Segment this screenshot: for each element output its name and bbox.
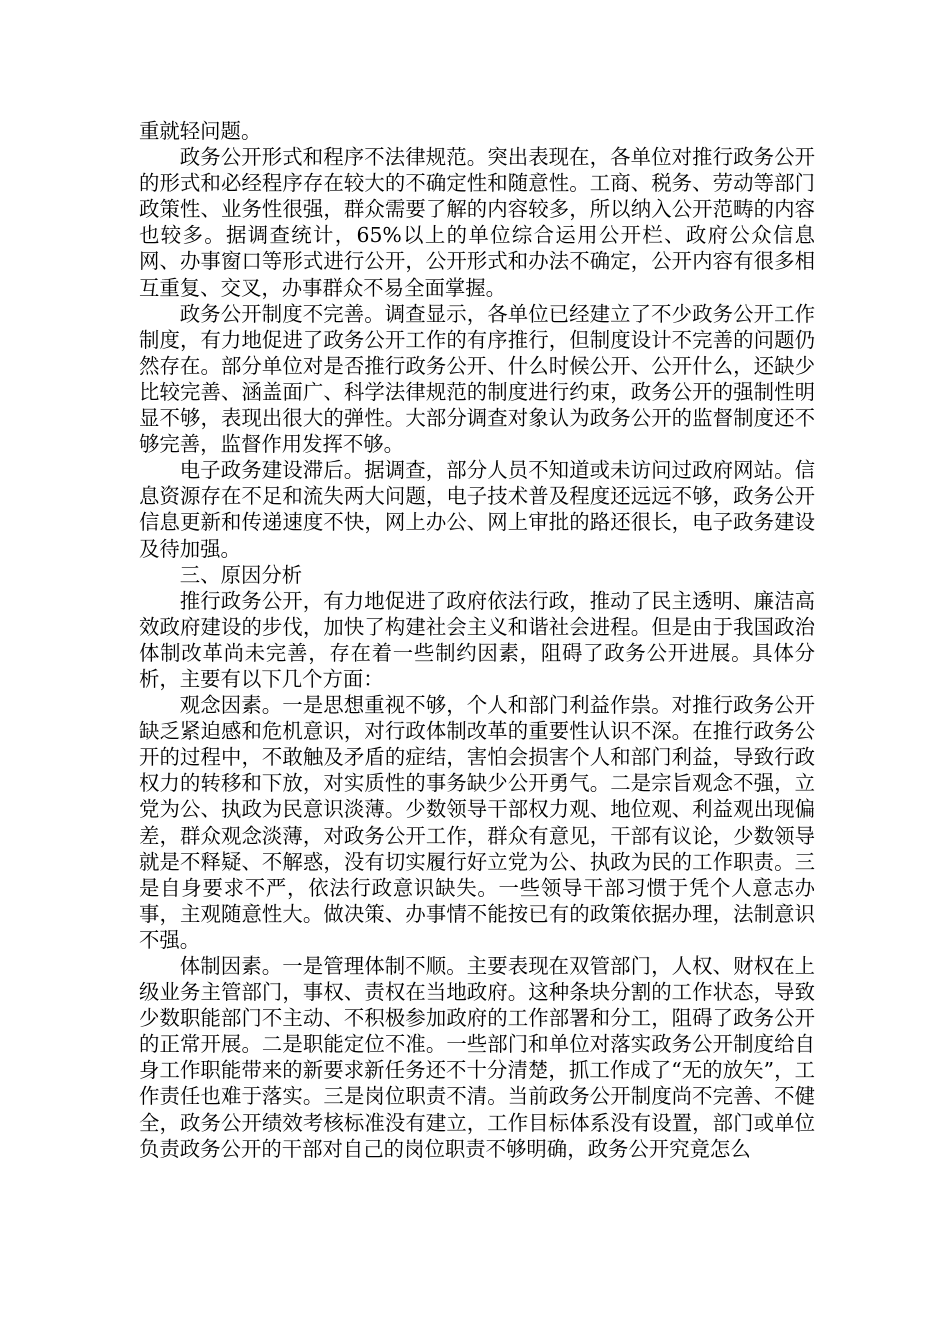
paragraph-concept-factors: 观念因素。一是思想重视不够，个人和部门利益作祟。对推行政务公开缺乏紧迫感和危机意识，对行政体制改革的重要性认识不深。在推行政务公开的过程中，不敢触及矛盾的症结，害怕会损害个人和部门利益，导致行政权力的转移和下放，对实质性的事务缺少公开勇气。二是宗旨观念不强，立党为公、执政为民意识淡薄。少数领导干部权力观、地位观、利益观出现偏差，群众观念淡薄，对政务公开工作，群众有意见，干部有议论，少数领导就是不释疑、不解惑，没有切实履行好立党为公、执政为民的工作职责。三是自身要求不严，依法行政意识缺失。一些领导干部习惯于凭个人意志办事，主观随意性大。做决策、办事情不能按已有的政策依据办理，法制意识不强。 (139, 693, 815, 952)
paragraph-e-government: 电子政务建设滞后。据调查，部分人员不知道或未访问过政府网站。信息资源存在不足和流失两大问题，电子技术普及程度还远远不够，政务公开信息更新和传递速度不快，网上办公、网上审批的路还很长，电子政务建设及待加强。 (139, 458, 815, 561)
section-heading-cause-analysis: 三、原因分析 (179, 562, 303, 587)
paragraph-system-incomplete: 政务公开制度不完善。调查显示，各单位已经建立了不少政务公开工作制度，有力地促进了政务公开工作的有序推行，但制度设计不完善的问题仍然存在。部分单位对是否推行政务公开、什么时候公开、公开什么，还缺少比较完善、涵盖面广、科学法律规范的制度进行约束，政务公开的强制性明显不够，表现出很大的弹性。大部分调查对象认为政务公开的监督制度还不够完善，监督作用发挥不够。 (139, 301, 815, 457)
paragraph-form-and-procedure: 政务公开形式和程序不法律规范。突出表现在，各单位对推行政务公开的形式和必经程序存在较大的不确定性和随意性。工商、税务、劳动等部门政策性、业务性很强，群众需要了解的内容较多，所以纳入公开范畴的内容也较多。据调查统计，65%以上的单位综合运用公开栏、政府公众信息网、办事窗口等形式进行公开，公开形式和办法不确定，公开内容有很多相互重复、交叉，办事群众不易全面掌握。 (139, 145, 815, 300)
paragraph-institutional-factors: 体制因素。一是管理体制不顺。主要表现在双管部门，人权、财权在上级业务主管部门，事权、责权在当地政府。这种条块分割的工作状态，导致少数职能部门不主动、不积极参加政府的工作部署和分工，阻碍了政务公开的正常开展。二是职能定位不准。一些部门和单位对落实政务公开制度给自身工作职能带来的新要求新任务还不十分清楚，抓工作成了“无的放矢”，工作责任也难于落实。三是岗位职责不清。当前政务公开制度尚不完善、不健全，政务公开绩效考核标准没有建立，工作目标体系没有设置，部门或单位负责政务公开的干部对自己的岗位职责不够明确，政务公开究竟怎么 (139, 954, 815, 1161)
document-body (139, 118, 815, 1162)
paragraph-cause-intro: 推行政务公开，有力地促进了政府依法行政，推动了民主透明、廉洁高效政府建设的步伐，加快了构建社会主义和谐社会进程。但是由于我国政治体制改革尚未完善，存在着一些制约因素，阻碍了政务公开进展。具体分析，主要有以下几个方面： (139, 588, 815, 691)
paragraph-continuation: 重就轻问题。 (139, 119, 262, 143)
